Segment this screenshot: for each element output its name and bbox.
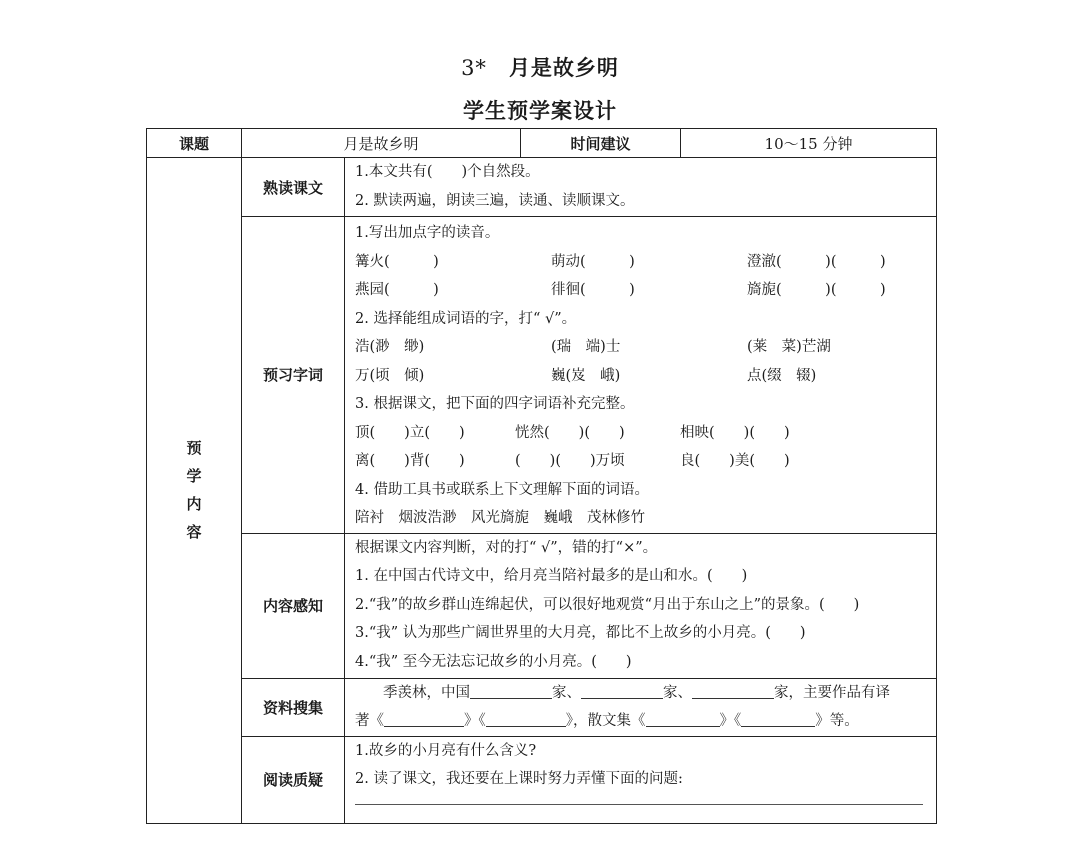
idiom-item: 离( )背( ) [355, 453, 465, 469]
pinyin-item: 燕园( ) [355, 282, 439, 298]
reading-line: 2. 默读两遍，朗读三遍，读通、读顺课文。 [355, 192, 635, 209]
idiom-item: ( )( )万顷 [515, 453, 625, 469]
materials-text: 》《 [719, 713, 742, 729]
side-char: 预 [186, 439, 202, 458]
questions-label: 阅读质疑 [242, 736, 345, 823]
idiom-item: 相映( )( ) [680, 424, 790, 441]
materials-line [355, 679, 928, 708]
pinyin-item: 篝火( ) [355, 253, 439, 270]
materials-text: 家、 [552, 684, 581, 701]
choice-item: (莱 菜)芒湖 [747, 339, 831, 355]
reading-label: 熟读课文 [242, 158, 345, 217]
fill-blank[interactable] [470, 682, 552, 699]
vocab-label: 预习字词 [242, 217, 345, 534]
perception-line: 根据课文内容判断，对的打“ √”，错的打“×”。 [355, 539, 658, 556]
info-row [147, 129, 937, 158]
fill-blank[interactable] [486, 710, 566, 727]
time-label: 时间建议 [521, 129, 681, 158]
fill-blank[interactable] [384, 710, 464, 727]
materials-line [355, 707, 928, 736]
perception-content [345, 533, 937, 678]
choice-item: 万(顷 倾) [355, 367, 425, 384]
materials-content [345, 678, 937, 736]
materials-text: 》等。 [815, 713, 859, 729]
vocab-q4: 4. 借助工具书或联系上下文理解下面的词语。 [355, 481, 649, 498]
choice-row [355, 362, 928, 391]
materials-text: 》，散文集《 [565, 713, 646, 729]
fill-blank[interactable] [646, 710, 720, 727]
side-label [147, 158, 242, 824]
vocab-words: 陪衬 烟波浩渺 风光旖旎 巍峨 茂林修竹 [355, 510, 645, 526]
vocab-row [147, 217, 937, 534]
materials-text: 家，主要作品有译 [774, 684, 890, 701]
questions-line: 2. 读了课文，我还要在上课时努力弄懂下面的问题: [355, 771, 683, 787]
perception-row [147, 533, 937, 678]
lesson-title: 月是故乡明 [508, 56, 619, 80]
idiom-row [355, 419, 928, 448]
materials-text: 家、 [663, 684, 692, 701]
vocab-q1: 1.写出加点字的读音。 [355, 225, 500, 241]
choice-item: 巍(岌 峨) [551, 367, 621, 384]
perception-line: 4.“我” 至今无法忘记故乡的小月亮。( ) [355, 653, 632, 670]
pinyin-item: 澄澈( )( ) [747, 253, 886, 270]
fill-blank[interactable] [741, 710, 815, 727]
questions-content [345, 736, 937, 823]
choice-item: 浩(渺 缈) [355, 339, 425, 355]
pinyin-row [355, 276, 928, 305]
time-value: 10～15 分钟 [681, 129, 937, 158]
choice-item: (瑞 端)士 [551, 339, 621, 355]
side-char: 容 [186, 523, 202, 542]
page-title [0, 52, 1080, 82]
side-char: 学 [186, 467, 202, 486]
choice-item: 点(缀 辍) [747, 367, 817, 384]
perception-label: 内容感知 [242, 533, 345, 678]
questions-row [147, 736, 937, 823]
idiom-item: 良( )美( ) [680, 453, 790, 469]
materials-label: 资料搜集 [242, 678, 345, 736]
pinyin-row [355, 248, 928, 277]
lesson-number: 3* [461, 56, 487, 80]
fill-blank[interactable] [581, 682, 663, 699]
page-subtitle: 学生预学案设计 [463, 99, 617, 123]
reading-row [147, 158, 937, 217]
perception-line: 3.“我” 认为那些广阔世界里的大月亮，都比不上故乡的小月亮。( ) [355, 625, 806, 641]
materials-text: 著《 [355, 713, 384, 729]
materials-text: 季羡林，中国 [383, 684, 470, 701]
vocab-q3: 3. 根据课文，把下面的四字词语补充完整。 [355, 396, 635, 412]
choice-row [355, 333, 928, 362]
pinyin-item: 旖旎( )( ) [747, 282, 886, 298]
reading-line: 1.本文共有( )个自然段。 [355, 164, 540, 180]
questions-line: 1.故乡的小月亮有什么含义? [355, 742, 537, 759]
perception-line: 2.“我”的故乡群山连绵起伏，可以很好地观赏“月出于东山之上”的景象。( ) [355, 596, 860, 613]
topic-value: 月是故乡明 [242, 129, 521, 158]
idiom-item: 恍然( )( ) [515, 424, 625, 441]
topic-label: 课题 [147, 129, 242, 158]
perception-line: 1. 在中国古代诗文中，给月亮当陪衬最多的是山和水。( ) [355, 568, 748, 584]
materials-text: 》《 [464, 713, 486, 729]
side-char: 内 [186, 495, 202, 514]
fill-blank[interactable] [692, 682, 774, 699]
vocab-q2: 2. 选择能组成词语的字，打“ √”。 [355, 310, 577, 327]
idiom-row [355, 447, 928, 476]
materials-row [147, 678, 937, 736]
prestudy-table [146, 128, 937, 824]
vocab-content [345, 217, 937, 534]
idiom-item: 顶( )立( ) [355, 424, 465, 441]
pinyin-item: 萌动( ) [551, 253, 635, 270]
answer-line[interactable] [355, 804, 923, 805]
reading-content [345, 158, 937, 217]
pinyin-item: 徘徊( ) [551, 282, 635, 298]
